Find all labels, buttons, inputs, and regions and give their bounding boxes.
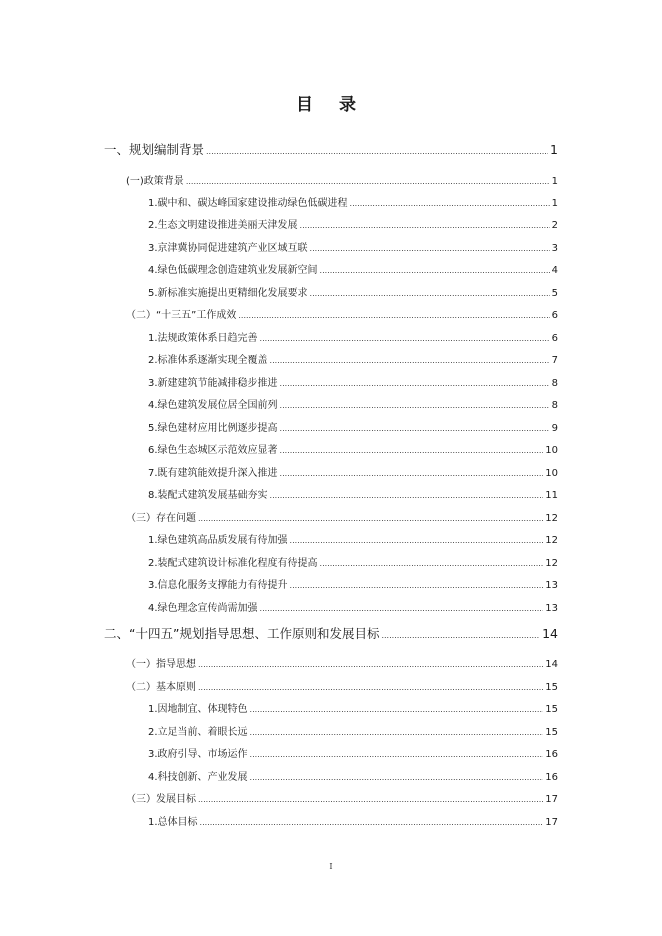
toc-entry[interactable]: [148, 464, 558, 479]
toc-leader-dots: [280, 424, 550, 433]
toc-entry-title: 2.生态文明建设推进美丽天津发展: [148, 220, 298, 231]
toc-entry-page: 12: [545, 513, 558, 524]
toc-entry-page: 7: [551, 355, 558, 366]
toc-leader-dots: [198, 514, 543, 523]
toc-entry-title: 一、规划编制背景: [104, 142, 205, 157]
toc-entry-page: 2: [551, 220, 558, 231]
toc-entry-title: 二、“十四五”规划指导思想、工作原则和发展目标: [104, 626, 380, 641]
toc-entry-title: （三）存在问题: [126, 513, 196, 524]
toc-entry-page: 15: [545, 682, 558, 693]
toc-leader-dots: [186, 177, 550, 186]
toc-entry[interactable]: [148, 486, 558, 501]
toc-entry-title: 2.装配式建筑设计标准化程度有待提高: [148, 558, 318, 569]
toc-entry-title: （一）指导思想: [126, 659, 196, 670]
toc-entry[interactable]: [148, 419, 558, 434]
toc-entry[interactable]: [126, 678, 558, 693]
toc-leader-dots: [290, 581, 544, 590]
toc-entry[interactable]: [126, 172, 558, 187]
toc-entry-title: 4.绿色建筑发展位居全国前列: [148, 400, 278, 411]
toc-entry[interactable]: [148, 284, 558, 299]
toc-entry[interactable]: [148, 576, 558, 591]
toc-entry-title: 4.绿色低碳理念创造建筑业发展新空间: [148, 265, 318, 276]
toc-entry-page: 17: [545, 817, 558, 828]
toc-entry[interactable]: [148, 554, 558, 569]
toc-entry-title: 2.标准体系逐渐实现全覆盖: [148, 355, 268, 366]
toc-entry[interactable]: [148, 261, 558, 276]
toc-entry[interactable]: [148, 351, 558, 366]
page-title: 目 录: [296, 95, 366, 115]
toc-entry-page: 17: [545, 794, 558, 805]
toc-entry[interactable]: [126, 306, 558, 321]
toc-entry-page: 16: [545, 749, 558, 760]
toc-leader-dots: [280, 469, 544, 478]
toc-entry[interactable]: [148, 216, 558, 231]
toc-entry-page: 1: [551, 176, 558, 187]
page-number: I: [329, 862, 333, 871]
toc-entry[interactable]: [148, 700, 558, 715]
toc-leader-dots: [280, 401, 550, 410]
toc-entry-title: 7.既有建筑能效提升深入推进: [148, 468, 278, 479]
toc-leader-dots: [350, 199, 550, 208]
toc-leader-dots: [206, 147, 548, 156]
toc-entry-title: （二）基本原则: [126, 682, 196, 693]
toc-entry-page: 6: [551, 310, 558, 321]
toc-entry[interactable]: [148, 531, 558, 546]
toc-entry-title: （三）发展目标: [126, 794, 196, 805]
toc-leader-dots: [260, 334, 550, 343]
toc-leader-dots: [270, 356, 550, 365]
toc-entry-title: 1.绿色建筑高品质发展有待加强: [148, 535, 288, 546]
toc-leader-dots: [320, 266, 550, 275]
toc-entry-title: （二）“十三五”工作成效: [126, 310, 237, 321]
toc-leader-dots: [290, 536, 544, 545]
toc-entry[interactable]: [148, 813, 558, 828]
toc-entry-title: 1.总体目标: [148, 817, 198, 828]
toc-entry[interactable]: [148, 441, 558, 456]
toc-entry-page: 12: [545, 535, 558, 546]
toc-leader-dots: [198, 795, 543, 804]
toc-entry-title: 1.法规政策体系日趋完善: [148, 333, 258, 344]
toc-entry-page: 5: [551, 288, 558, 299]
toc-entry-page: 13: [545, 580, 558, 591]
toc-entry-title: 6.绿色生态城区示范效应显著: [148, 445, 278, 456]
toc-entry[interactable]: [148, 194, 558, 209]
toc-entry-page: 13: [545, 603, 558, 614]
toc-entry-title: 3.信息化服务支撑能力有待提升: [148, 580, 288, 591]
toc-entry[interactable]: [148, 374, 558, 389]
toc-entry[interactable]: [148, 768, 558, 783]
toc-entry-page: 14: [542, 626, 558, 641]
toc-leader-dots: [238, 311, 549, 320]
toc-entry-page: 15: [545, 704, 558, 715]
toc-entry-title: 3.京津冀协同促进建筑产业区域互联: [148, 243, 308, 254]
toc-entry[interactable]: [148, 396, 558, 411]
toc-entry-title: 2.立足当前、着眼长远: [148, 727, 248, 738]
toc-entry-title: 8.装配式建筑发展基础夯实: [148, 490, 268, 501]
toc-entry-page: 3: [551, 243, 558, 254]
toc-entry-page: 11: [545, 490, 558, 501]
toc-leader-dots: [270, 491, 544, 500]
toc-entry-title: (一)政策背景: [126, 176, 184, 187]
toc-entry-page: 14: [545, 659, 558, 670]
toc-leader-dots: [200, 818, 544, 827]
toc-entry[interactable]: [104, 140, 558, 158]
toc-leader-dots: [280, 446, 544, 455]
toc-entry[interactable]: [126, 509, 558, 524]
toc-entry-title: 3.政府引导、市场运作: [148, 749, 248, 760]
toc-leader-dots: [250, 705, 544, 714]
toc-entry-title: 1.因地制宜、体现特色: [148, 704, 248, 715]
toc-leader-dots: [310, 244, 550, 253]
toc-entry-page: 4: [551, 265, 558, 276]
toc-entry-title: 1.碳中和、碳达峰国家建设推动绿色低碳进程: [148, 198, 348, 209]
toc-leader-dots: [310, 289, 550, 298]
toc-entry-title: 3.新建建筑节能减排稳步推进: [148, 378, 278, 389]
toc-entry-page: 16: [545, 772, 558, 783]
toc-entry-page: 8: [551, 378, 558, 389]
toc-entry-page: 9: [551, 423, 558, 434]
toc-leader-dots: [250, 750, 544, 759]
toc-leader-dots: [198, 660, 543, 669]
toc-leader-dots: [300, 221, 550, 230]
toc-entry[interactable]: [148, 329, 558, 344]
toc-entry[interactable]: [104, 624, 558, 642]
toc-entry[interactable]: [148, 723, 558, 738]
toc-entry-page: 6: [551, 333, 558, 344]
toc-entry-title: 4.科技创新、产业发展: [148, 772, 248, 783]
toc-entry[interactable]: [126, 655, 558, 670]
toc-entry-page: 10: [545, 468, 558, 479]
toc-leader-dots: [260, 604, 544, 613]
toc-leader-dots: [280, 379, 550, 388]
toc-entry-page: 10: [545, 445, 558, 456]
toc-leader-dots: [381, 631, 540, 640]
toc-entry-page: 1: [550, 142, 558, 157]
toc-entry-title: 4.绿色理念宣传尚需加强: [148, 603, 258, 614]
toc-entry-page: 12: [545, 558, 558, 569]
toc-entry-title: 5.新标准实施提出更精细化发展要求: [148, 288, 308, 299]
toc-entry[interactable]: [126, 790, 558, 805]
toc-entry[interactable]: [148, 239, 558, 254]
toc-leader-dots: [198, 683, 543, 692]
toc-entry[interactable]: [148, 599, 558, 614]
toc-entry[interactable]: [148, 745, 558, 760]
toc-entry-page: 15: [545, 727, 558, 738]
toc-entry-title: 5.绿色建材应用比例逐步提高: [148, 423, 278, 434]
toc-entry-page: 1: [551, 198, 558, 209]
toc-entry-page: 8: [551, 400, 558, 411]
toc-leader-dots: [250, 728, 544, 737]
toc-leader-dots: [250, 773, 544, 782]
toc-leader-dots: [320, 559, 544, 568]
